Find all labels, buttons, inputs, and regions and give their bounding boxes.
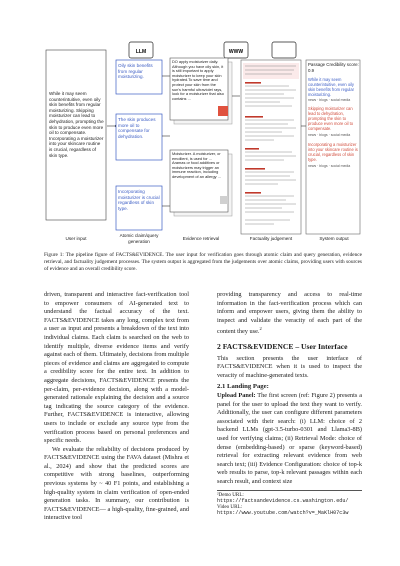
system-output-sources-2: news · blogs · social media [308, 133, 351, 137]
pipeline-figure [44, 36, 362, 248]
source-badge-1 [218, 106, 228, 116]
system-output-sources-3: news · blogs · social media [308, 164, 351, 168]
stage-label-system-output: System output [319, 236, 349, 241]
subsection-title: 2.1 Landing Page: [217, 383, 269, 391]
right-paragraph-3 [217, 392, 362, 487]
evidence-snippet-1: DO apply moisturizer daily. Although you have oily skin, it is still important to apply moisturizer to keep your skin hydrated.To save time and protect your skin from the sun's harmful ultraviolet rays, look for a moisturizer that also contains ... [172, 59, 224, 101]
stage-label-evidence-retrieval: Evidence retrieval [182, 236, 220, 241]
evidence-snippet-2: Moisturizer. A moisturizer, or emollient, is used for ... Aramas or food additives or moisturizers may trigger an immune reaction, including development of an allergy ... [172, 151, 221, 179]
stage-label-factuality: Factuality judgement [249, 236, 293, 241]
source-badge-2 [220, 196, 228, 204]
stage-label-user-input: User input [65, 236, 87, 241]
system-output-claim-1: While it may seem counterintuitive, even oily skin benefits from regular moisturizing. [308, 77, 354, 97]
footnote-demo-label: ²Demo URL: [217, 491, 244, 498]
right-paragraph-1 [217, 291, 362, 337]
llm-icon-judge [272, 42, 296, 58]
passage-credibility: Passage Credibility score: 0.9 [308, 62, 359, 73]
video-url-link[interactable]: https://www.youtube.com/watch?v=_MaKlH07c3w [217, 510, 349, 517]
stage-label-claim-generation: Atomic claim/query generation [119, 233, 159, 244]
judgement-highlight-1 [243, 63, 299, 79]
left-paragraph-2: We evaluate the reliability of decisions produced by FACTS&EVIDENCE using the FAVA dataset (Mishra et al., 2024) and show that the predicted scores are competitive with strong baselines, outperforming previous systems by ~ 40 F1 points, and establishing a high-quality system in claim verification of open-ended generation tasks. In summary, our contribution is FACTS&EVIDENCE— a high-quality, fine-grained, and interactive tool [44, 445, 189, 522]
footnote [217, 490, 362, 517]
claim-3: Incorporating moisturizer is crucial regardless of skin type. [118, 189, 160, 211]
footnote-video-label: Video URL: [217, 503, 243, 510]
upload-panel-label: Upload Panel: [217, 392, 256, 400]
claim-1: Oily skin benefits from regular moisturizing. [118, 63, 153, 80]
right-paragraph-1-text: providing transparency and access to real-time information in the fact-verification process which can inform and empower users, giving them the ability to inspect and validate the veracity of each part of the content they use. [217, 291, 362, 336]
section-title: 2 FACTS&EVIDENCE – User Interface [217, 342, 348, 352]
llm-icon-label: LLM [135, 49, 147, 55]
right-paragraph-3-text: The first screen (ref: Figure 2) presents a panel for the user to upload the text they want to verify. Additionally, the user can configure different parameters associated with their search: (i) LLM: choice of 2 backend LLMs (gpt-3.5-turbo-0301 and Llama3-8B) used for verifying claims; (ii) Retrieval Mode: choice of dense (embedding-based) or sparse (keyword-based) retrieval for extracting relevant evidence from web search text; (iii) Evidence Configuration: choice of top-k web results to parse, top-k relevant passages within each search result, and context size [217, 392, 363, 485]
user-input-text: While it may seem counterintuitive, even oily skin benefits from regular moisturizing. Skipping moisturizer can lead to dehydration, prompting the skin to produce even more oil to compensate. Incorporating a moisturizer into your skincare routine is crucial, regardless of skin type. [49, 91, 104, 158]
system-output-claim-2: Skipping moisturizer can lead to dehydration, prompting the skin to produce even more oil to compensate. [308, 106, 354, 131]
left-paragraph-1: driven, transparent and interactive fact-verification tool to empower consumers of AI-generated text to understand the factual accuracy of the text. FACTS&EVIDENCE takes any long, complex text from a user as input and presents a breakdown of the text into individual claims. Each claim is searched on the web to identify multiple, diverse evidence items and verify against each of them. Ultimately, decisions from multiple pieces of evidence and claims are aggregated to compute a credibility score for the entire text. In addition to aggregate decisions, FACTS&EVIDENCE presents the per-claim, per-evidence decision, along with a model-generated rationale explaining the decision and a source tag indicating the source category of the evidence. Further, FACTS&EVIDENCE is interactive, allowing users to include or exclude any source type from the verification process based on personal preferences and specific needs. [44, 291, 189, 445]
footnote-ref: 2 [259, 326, 262, 332]
right-column [217, 291, 362, 516]
right-paragraph-2: This section presents the user interface of FACTS&EVIDENCE when it is used to inspect the veracity of machine-generated texts. [217, 354, 362, 379]
www-icon-label: WWW [228, 49, 244, 55]
system-output-sources-1: news · blogs · social media [308, 98, 351, 102]
left-column [44, 291, 189, 523]
claim-2: The skin produces more oil to compensate for dehydration. [118, 117, 156, 139]
demo-url-link[interactable]: https://factsandevidence.cs.washington.edu/ [217, 497, 349, 504]
system-output-claim-3: Incorporating a moisturizer into your skincare routine is crucial, regardless of skin type. [308, 142, 358, 162]
figure-caption: Figure 1: The pipeline figure of FACTS&EVIDENCE. The user input for verification goes through atomic claim and query generation, evidence retrieval, and factuality judgement processes. The system output is aggregated from the judgements over atomic claims, providing users with sources of evidence and an overall credibility score. [44, 252, 362, 272]
